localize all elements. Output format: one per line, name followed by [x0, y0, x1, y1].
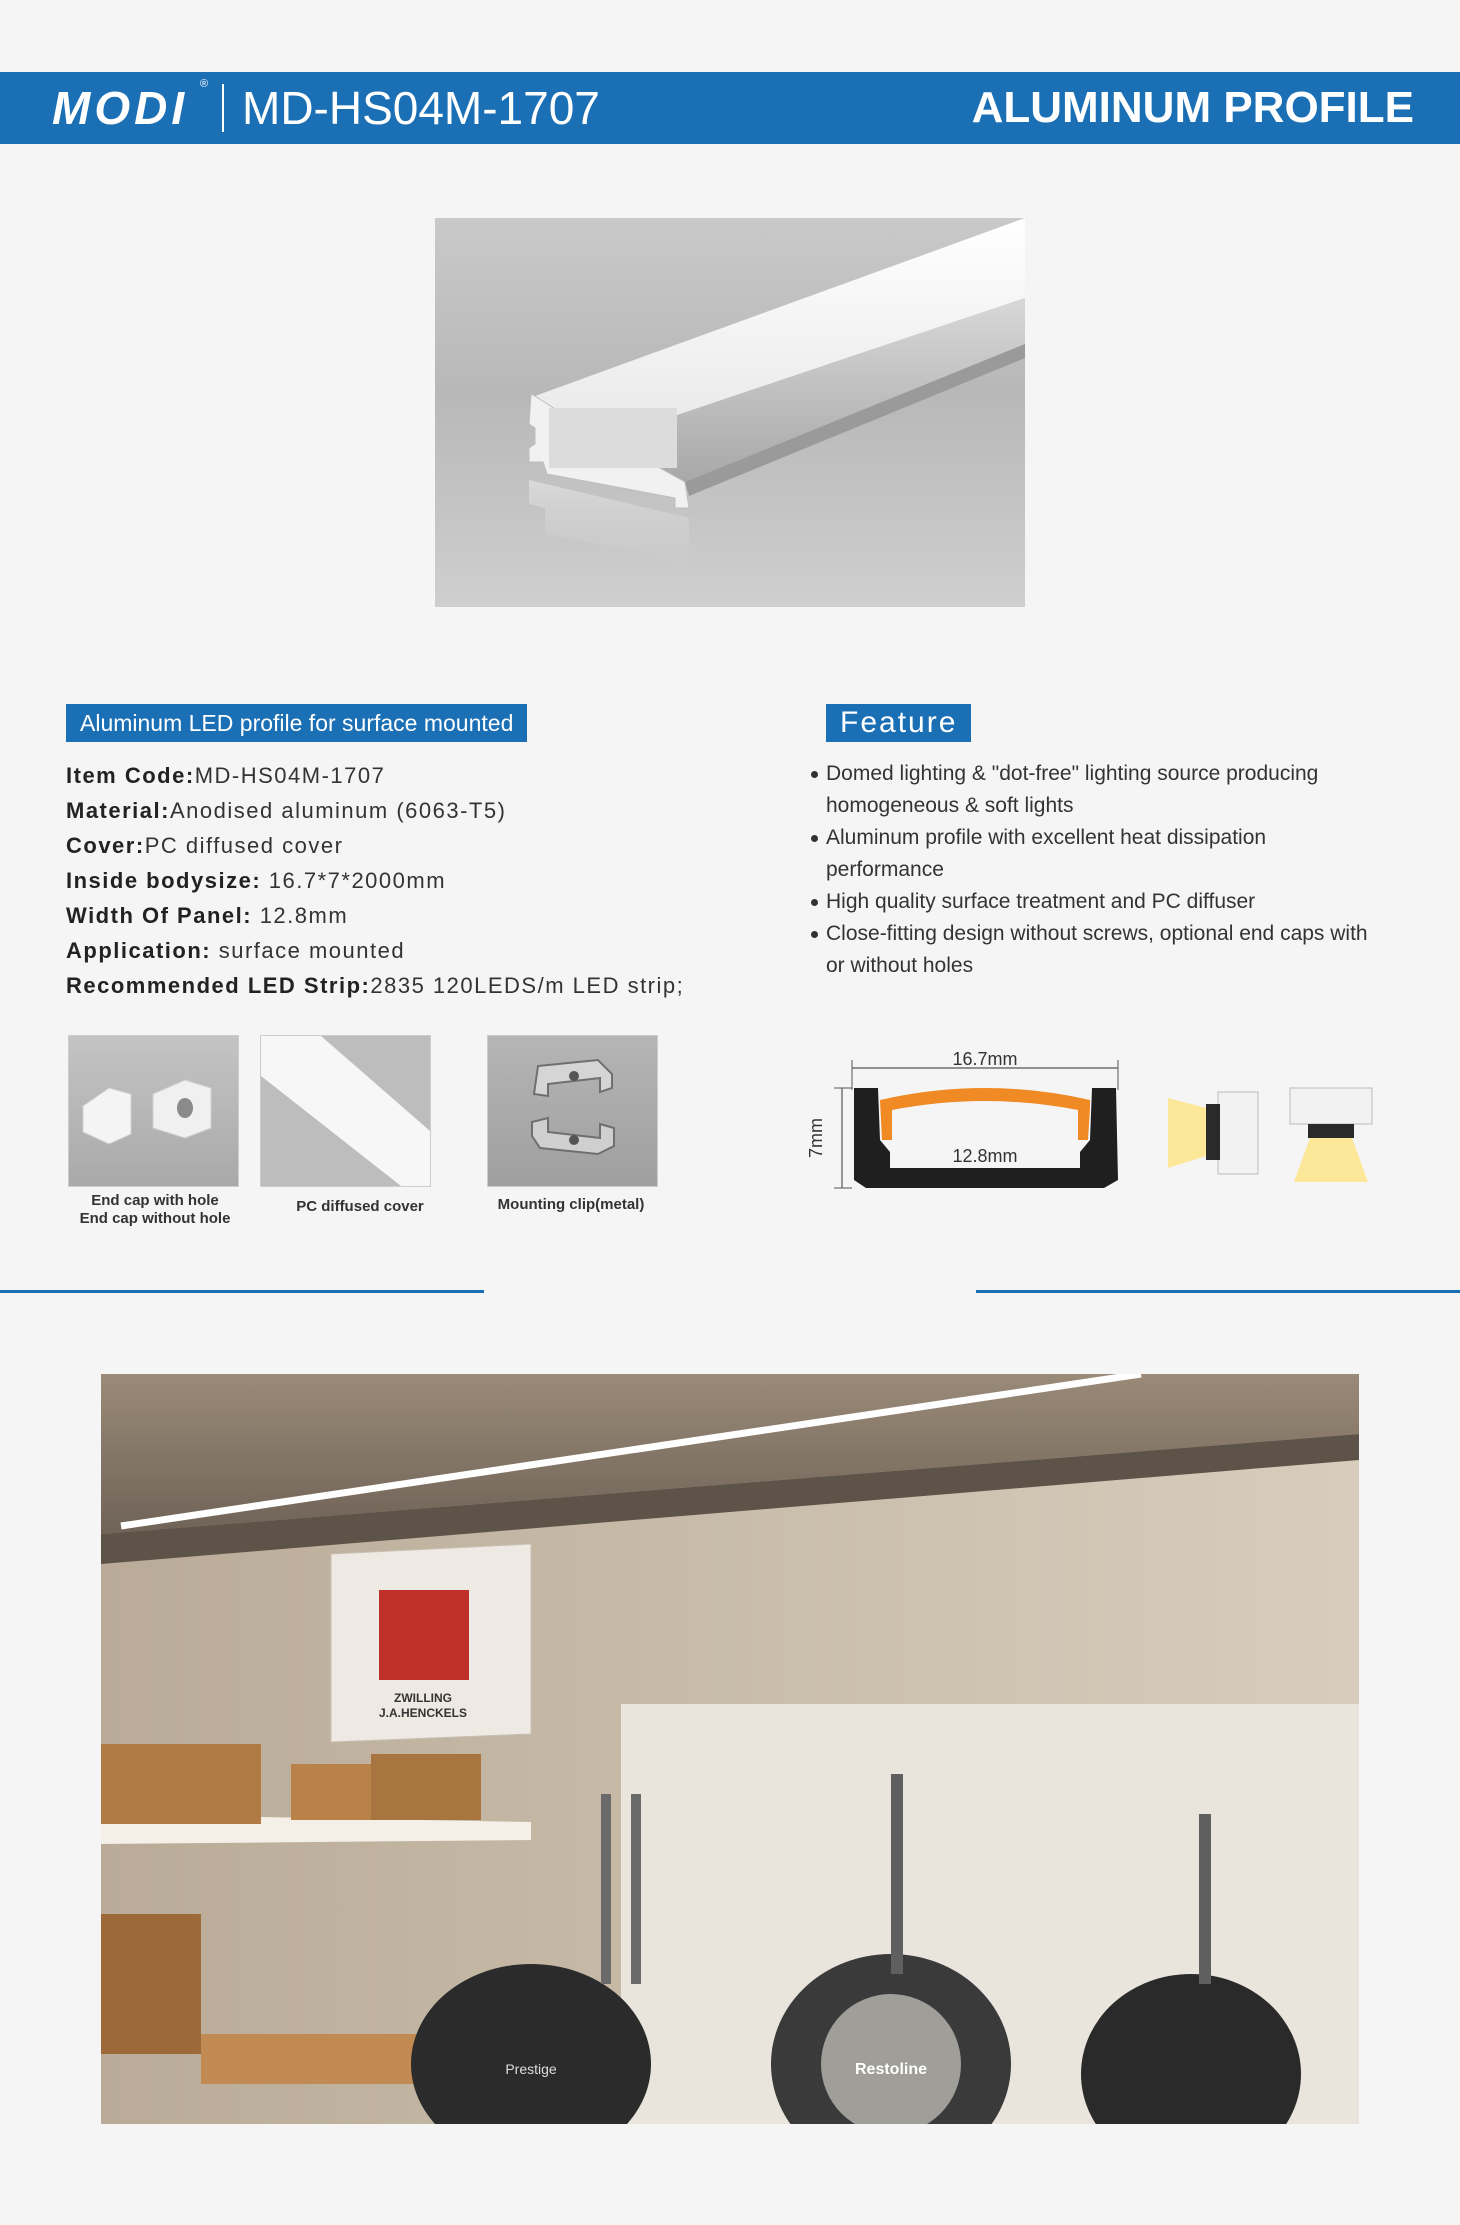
spec-label: Application:	[66, 938, 212, 963]
spec-label: Cover:	[66, 833, 145, 858]
height-label: 7mm	[806, 1118, 826, 1158]
feature-item: High quality surface treatment and PC diffuser	[808, 886, 1368, 918]
spec-cover	[66, 828, 786, 863]
pan-handle	[891, 1774, 903, 1974]
feature-list	[808, 758, 1368, 982]
knife-block	[101, 1914, 201, 2054]
brand-logo-mark	[379, 1590, 469, 1680]
model-number: MD-HS04M-1707	[242, 82, 600, 134]
mounting-clip-illustration	[488, 1036, 657, 1186]
spec-value: surface mounted	[211, 938, 406, 963]
brand-line-1: ZWILLING	[394, 1691, 452, 1705]
caption-line: End cap without hole	[79, 1210, 231, 1227]
spec-value: 2835 120LEDS/m LED strip;	[370, 973, 685, 998]
registered-mark: ®	[200, 78, 209, 90]
diffused-cover-caption	[260, 1198, 460, 1216]
panel-label: 12.8mm	[952, 1146, 1018, 1166]
header-divider	[222, 84, 224, 132]
wooden-box	[371, 1754, 481, 1820]
kitchen-display-illustration	[101, 1374, 1359, 2124]
wall-mount-light-icon	[1168, 1092, 1258, 1174]
spec-label: Inside bodysize:	[66, 868, 262, 893]
end-cap-caption	[55, 1192, 255, 1228]
brand-line-2: J.A.HENCKELS	[378, 1706, 468, 1720]
product-photo	[435, 218, 1025, 607]
diffused-cover-photo	[260, 1035, 431, 1187]
spec-label: Width Of Panel:	[66, 903, 253, 928]
spec-value: 16.7*7*2000mm	[261, 868, 447, 893]
spec-inside-bodysize	[66, 863, 786, 898]
spec-application	[66, 933, 786, 968]
diffuser-cover	[880, 1088, 1090, 1140]
feature-item: Close-fitting design without screws, optional end caps with or without holes	[808, 918, 1368, 982]
spec-value: PC diffused cover	[144, 833, 344, 858]
spec-material	[66, 793, 786, 828]
width-label: 16.7mm	[952, 1049, 1018, 1069]
diffused-cover-illustration	[261, 1036, 430, 1186]
pan-handle	[1199, 1814, 1211, 1984]
feature-item: Domed lighting & "dot-free" lighting source producing homogeneous & soft lights	[808, 758, 1368, 822]
spec-value: MD-HS04M-1707	[194, 763, 386, 788]
spec-list	[66, 758, 786, 1003]
section-rule-right	[976, 1290, 1460, 1293]
cross-section-diagram	[800, 1040, 1380, 1200]
spec-led-strip	[66, 968, 786, 1003]
feature-item: Aluminum profile with excellent heat dissipation performance	[808, 822, 1368, 886]
spec-label: Material:	[66, 798, 170, 823]
caption-line: End cap with hole	[91, 1192, 219, 1209]
wooden-box	[101, 1744, 261, 1824]
mounting-clip-caption	[471, 1196, 671, 1214]
ceiling-mount-light-icon	[1290, 1088, 1372, 1182]
feature-tag: Feature	[826, 704, 971, 742]
spec-label: Recommended LED Strip:	[66, 973, 371, 998]
section-rule-left	[0, 1290, 484, 1293]
product-category: ALUMINUM PROFILE	[971, 83, 1414, 132]
description-tag: Aluminum LED profile for surface mounted	[66, 704, 527, 742]
spec-value: 12.8mm	[252, 903, 349, 928]
mounting-clip-photo	[487, 1035, 658, 1187]
pan-label-2: Prestige	[505, 2061, 557, 2077]
spec-value: Anodised aluminum (6063-T5)	[169, 798, 507, 823]
pan-handle	[631, 1794, 641, 1984]
caption-line: Mounting clip(metal)	[497, 1196, 645, 1213]
application-scene-photo	[101, 1374, 1359, 2124]
spec-panel-width	[66, 898, 786, 933]
brand-logo: MODI	[52, 82, 189, 134]
profile-render	[435, 218, 1025, 607]
wooden-box	[291, 1764, 371, 1820]
spec-label: Item Code:	[66, 763, 195, 788]
pan-handle	[601, 1794, 611, 1984]
pan-label-1: Restoline	[854, 2061, 928, 2078]
end-cap-illustration	[69, 1036, 238, 1186]
header-bar	[0, 72, 1460, 144]
spec-item-code	[66, 758, 786, 793]
end-cap-photo	[68, 1035, 239, 1187]
caption-line: PC diffused cover	[296, 1198, 424, 1215]
